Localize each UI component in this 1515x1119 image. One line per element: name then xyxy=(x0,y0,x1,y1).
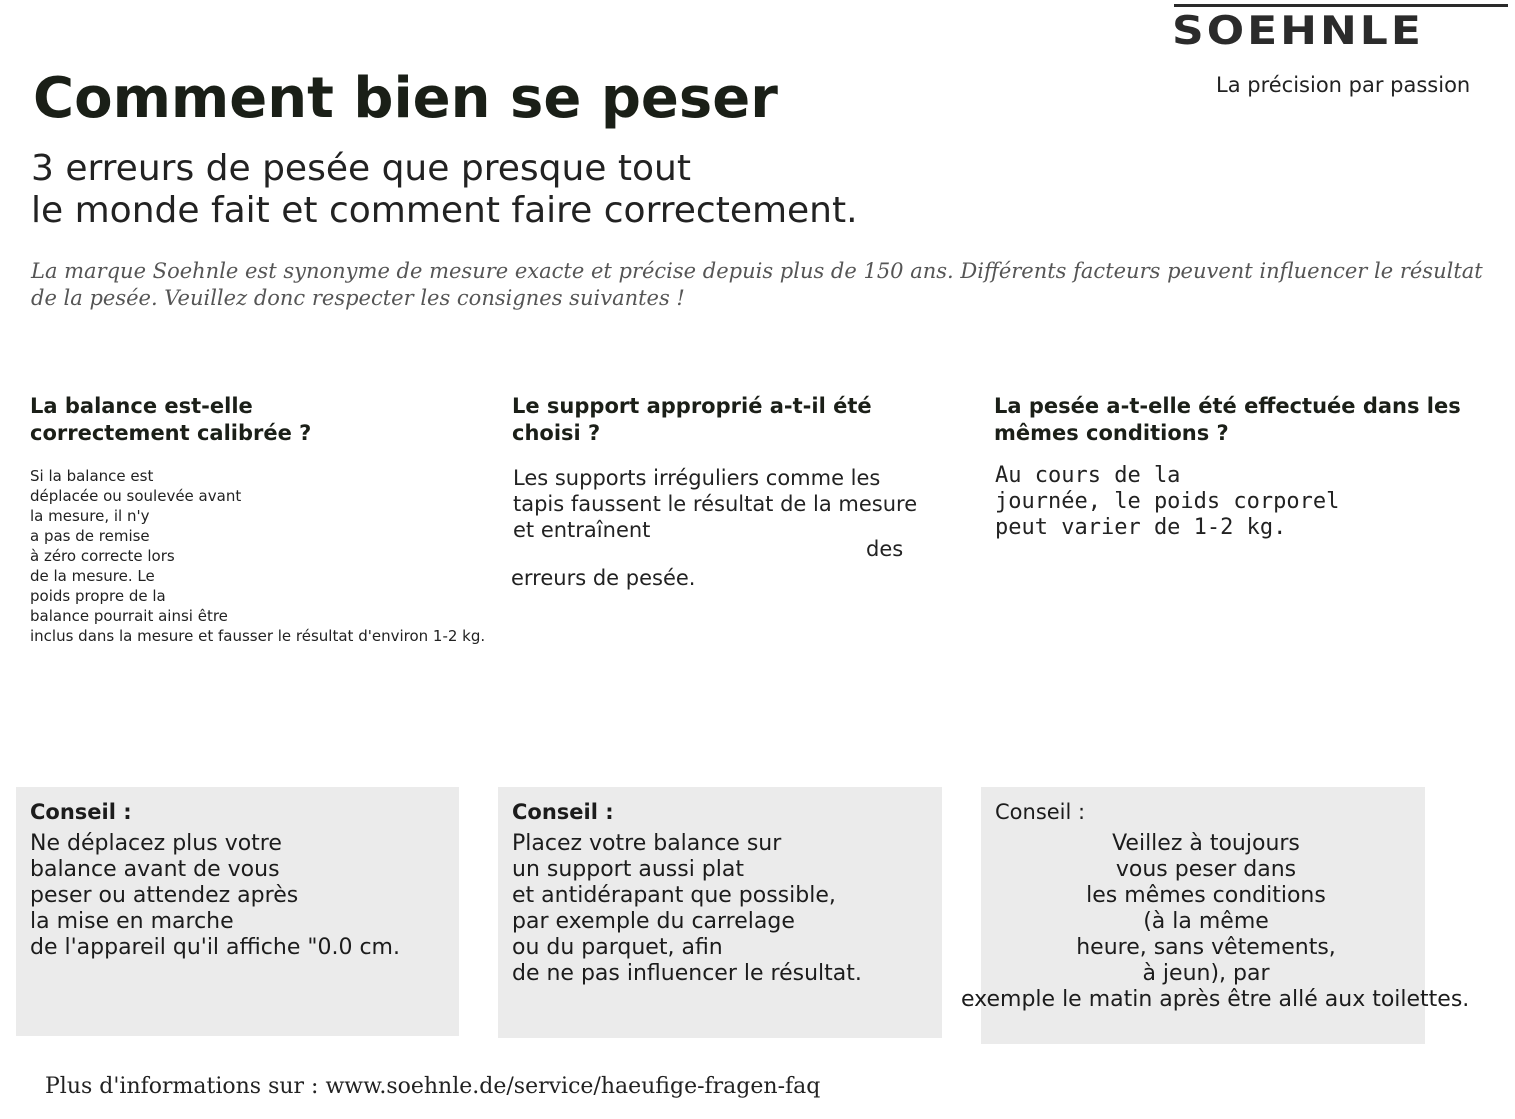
tip-line: (à la même xyxy=(1143,909,1269,934)
tip-line: Veillez à toujours xyxy=(1112,831,1300,856)
tip-line: Placez votre balance sur xyxy=(512,831,782,856)
tip-box-support xyxy=(498,787,942,1038)
body-line: journée, le poids corporel xyxy=(995,489,1340,514)
support-heading xyxy=(512,393,872,447)
tip-line: balance avant de vous xyxy=(30,857,280,882)
tip-line: à jeun), par xyxy=(1142,961,1270,986)
tip-line: ou du parquet, afin xyxy=(512,935,723,960)
body-line: déplacée ou soulevée avant xyxy=(30,487,242,505)
logo-rule xyxy=(1174,4,1508,7)
tip-text xyxy=(512,831,862,987)
calibration-heading xyxy=(30,393,311,447)
body-line: Au cours de la xyxy=(995,463,1181,488)
body-line: inclus dans la mesure et fausser le résultat d'environ 1-2 kg. xyxy=(30,627,486,645)
heading-line: correctement calibrée ? xyxy=(30,421,312,445)
tip-line: exemple le matin après être allé aux toilettes. xyxy=(961,987,1470,1012)
heading-line: La pesée a-t-elle été effectuée dans les xyxy=(994,394,1461,418)
heading-line: choisi ? xyxy=(512,421,601,445)
soehnle-logo: SOEHNLE xyxy=(1172,8,1424,54)
tip-line: et antidérapant que possible, xyxy=(512,883,836,908)
intro-paragraph xyxy=(31,258,1483,312)
tip-line: heure, sans vêtements, xyxy=(1076,935,1336,960)
body-line: peut varier de 1-2 kg. xyxy=(995,515,1287,540)
support-body-fragment: des xyxy=(866,537,904,561)
body-line: Si la balance est xyxy=(30,467,154,485)
subtitle-line: 3 erreurs de pesée que presque tout xyxy=(31,148,691,189)
brand-tagline: La précision par passion xyxy=(1216,73,1471,97)
body-line: de la mesure. Le xyxy=(30,567,155,585)
intro-line: La marque Soehnle est synonyme de mesure exacte et précise depuis plus de 150 ans. Différents facteurs peuvent influencer le résultat xyxy=(31,259,1483,283)
page-subtitle xyxy=(31,148,858,232)
body-line: balance pourrait ainsi être xyxy=(30,607,228,625)
tip-line: peser ou attendez après xyxy=(30,883,299,908)
tip-label: Conseil : xyxy=(995,800,1086,824)
tip-line: de ne pas influencer le résultat. xyxy=(512,961,862,986)
tip-line: les mêmes conditions xyxy=(1086,883,1326,908)
heading-line: Le support approprié a-t-il été xyxy=(512,394,872,418)
tip-label: Conseil : xyxy=(512,800,614,824)
body-line: tapis faussent le résultat de la mesure xyxy=(513,492,918,516)
heading-line: La balance est-elle xyxy=(30,394,253,418)
body-line: et entraînent xyxy=(513,518,651,542)
body-line: à zéro correcte lors xyxy=(30,547,175,565)
support-body-fragment: erreurs de pesée. xyxy=(511,566,696,590)
page-title: Comment bien se peser xyxy=(33,66,778,131)
tip-label: Conseil : xyxy=(30,800,132,824)
subtitle-line: le monde fait et comment faire correctement. xyxy=(31,190,858,231)
tip-box-calibration xyxy=(16,787,459,1036)
calibration-body xyxy=(30,466,485,646)
tip-line: vous peser dans xyxy=(1115,857,1297,882)
body-line: la mesure, il n'y xyxy=(30,507,150,525)
body-line: poids propre de la xyxy=(30,587,166,605)
conditions-body xyxy=(995,463,1339,541)
tip-line: la mise en marche xyxy=(30,909,234,934)
heading-line: mêmes conditions ? xyxy=(994,421,1229,445)
body-line: a pas de remise xyxy=(30,527,150,545)
tip-box-conditions xyxy=(961,787,1470,1044)
body-line: Les supports irréguliers comme les xyxy=(513,466,881,490)
tip-line: de l'appareil qu'il affiche "0.0 cm. xyxy=(30,935,400,960)
intro-line: de la pesée. Veuillez donc respecter les consignes suivantes ! xyxy=(31,286,685,310)
tip-text xyxy=(961,831,1470,1013)
tip-line: Ne déplacez plus votre xyxy=(30,831,282,856)
support-body xyxy=(513,465,917,543)
tip-text xyxy=(30,831,400,961)
tip-line: un support aussi plat xyxy=(512,857,744,882)
tip-line: par exemple du carrelage xyxy=(512,909,795,934)
conditions-heading xyxy=(994,393,1461,447)
footer-more-info: Plus d'informations sur : www.soehnle.de/service/haeufige-fragen-faq xyxy=(45,1074,821,1099)
